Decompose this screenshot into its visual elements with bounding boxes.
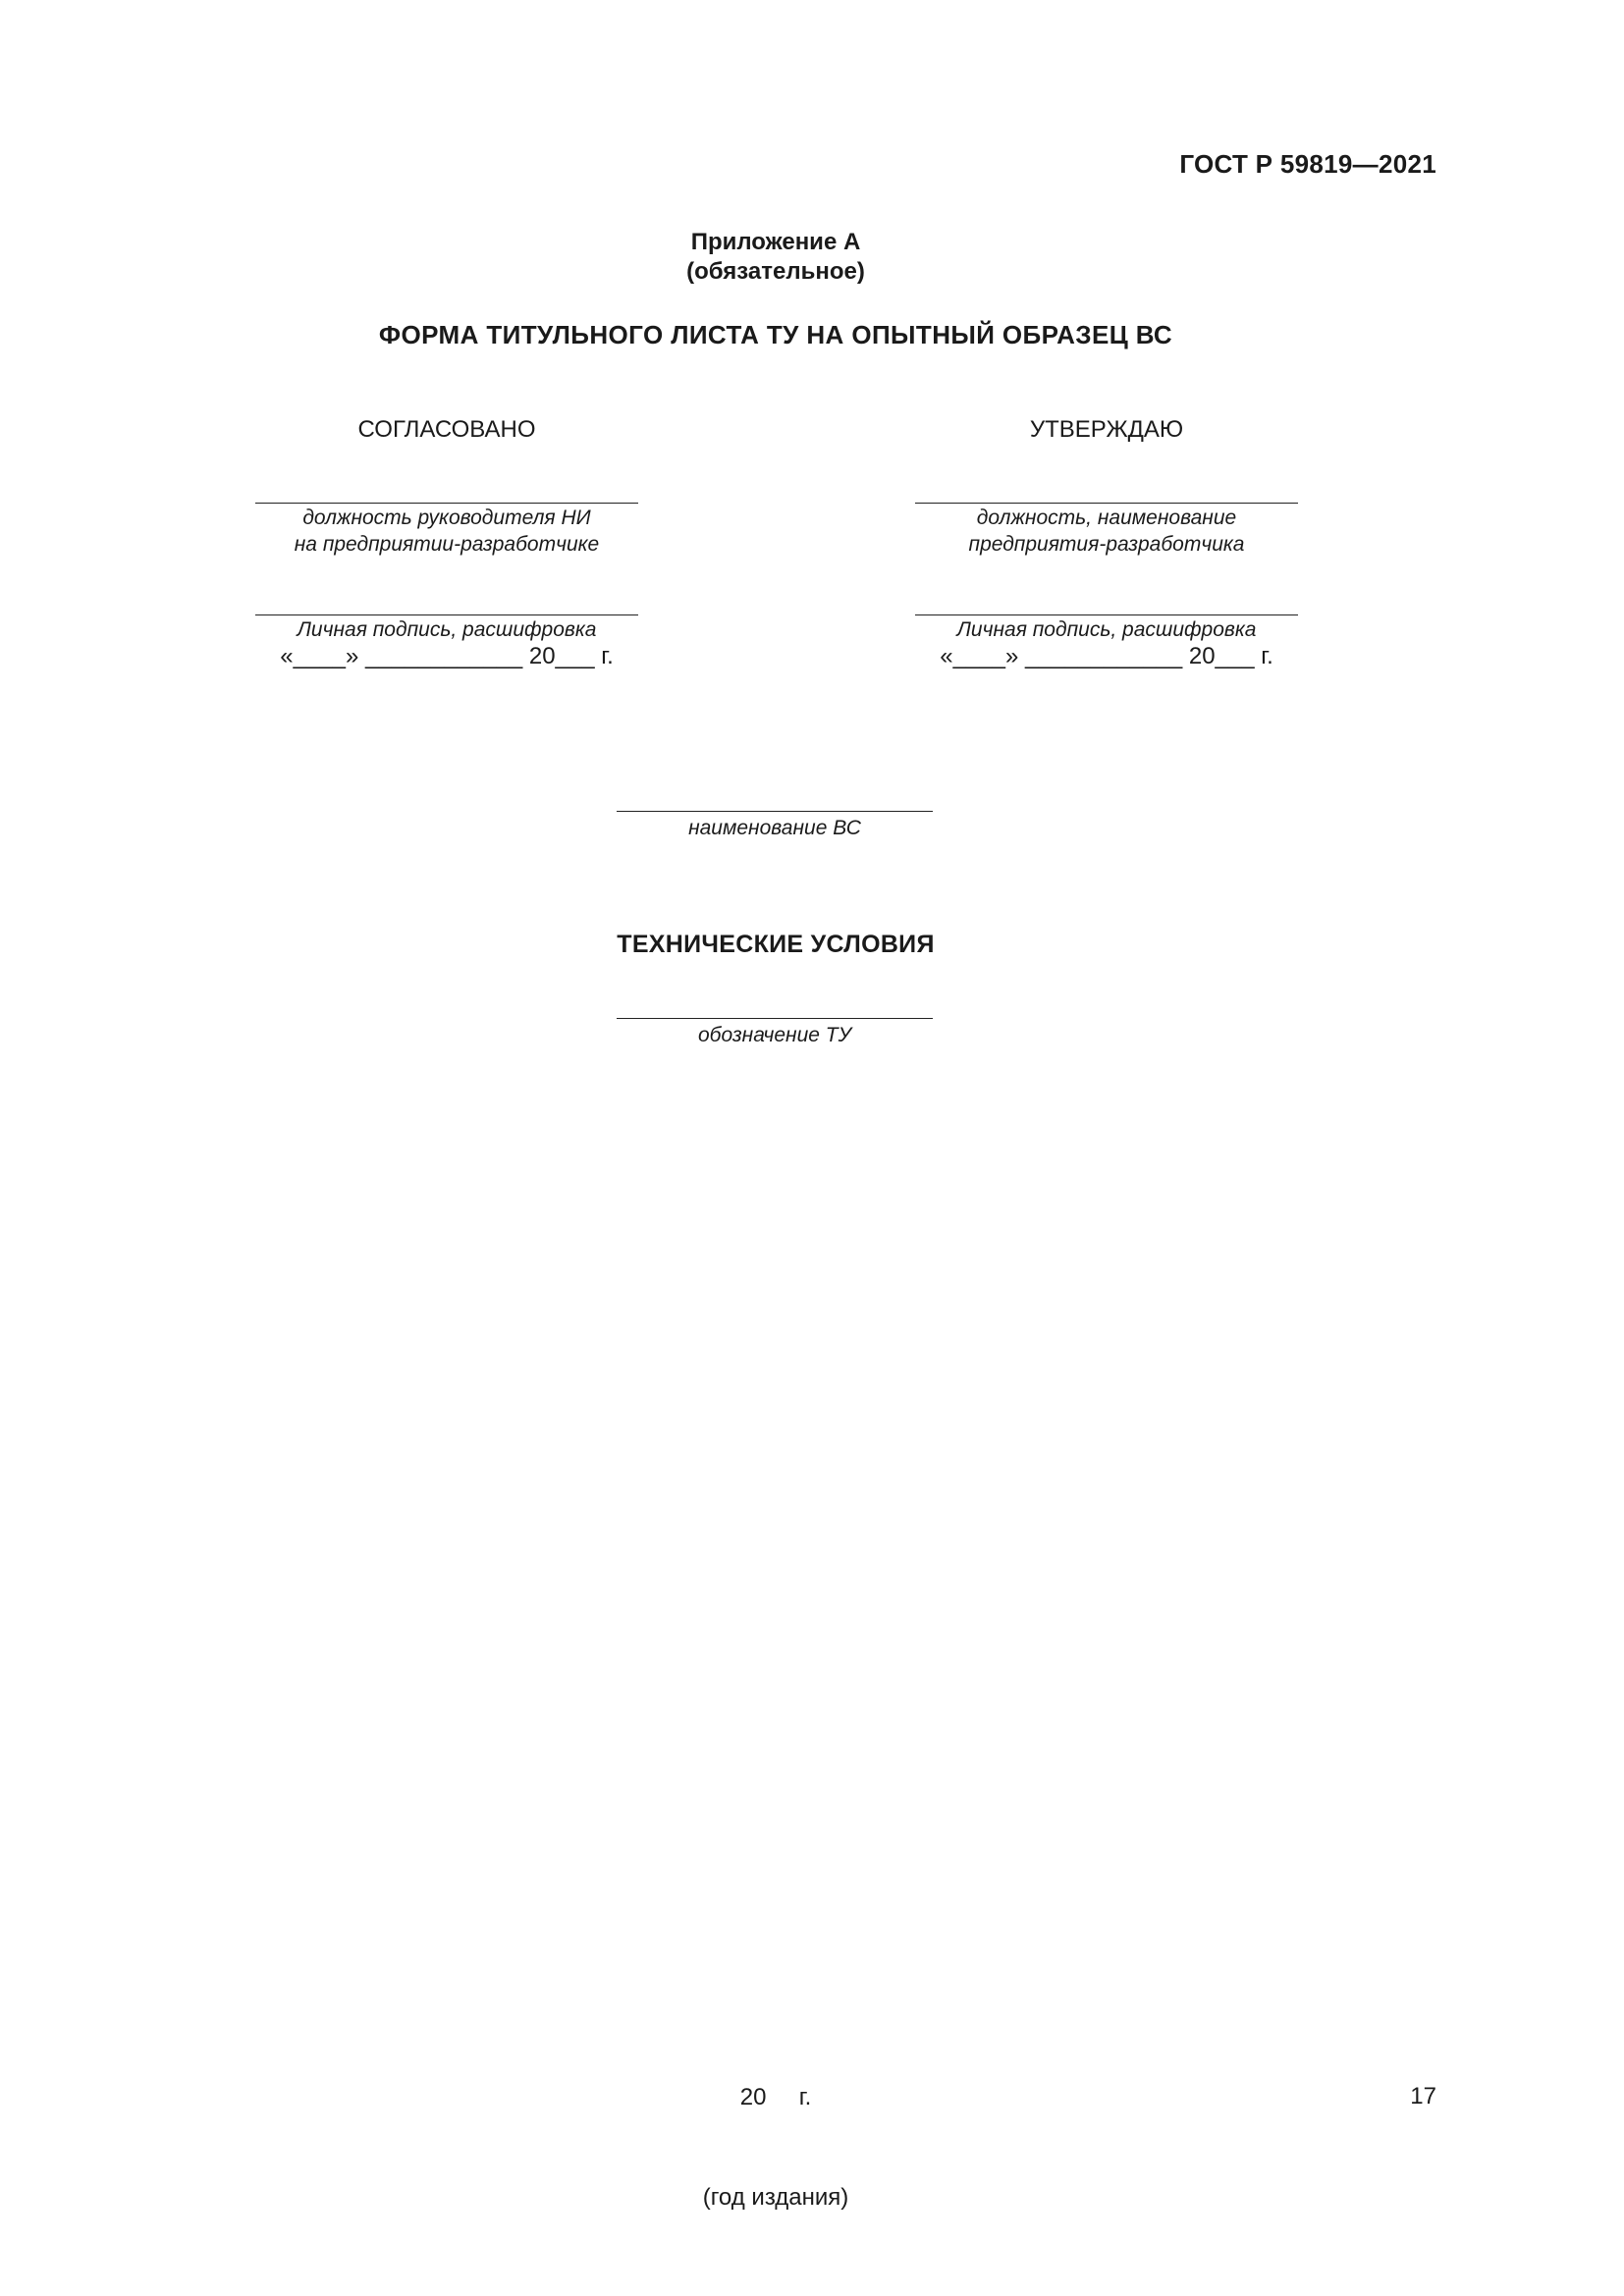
agreed-position-line	[255, 503, 638, 504]
approved-signature-line	[915, 614, 1298, 615]
publication-year-line: 20 г.	[739, 2084, 812, 2110]
document-type-title: ТЕХНИЧЕСКИЕ УСЛОВИЯ	[617, 931, 935, 958]
approved-position-line	[915, 503, 1298, 504]
standard-code: ГОСТ Р 59819—2021	[1179, 149, 1436, 179]
agreed-date-line: «____» ____________ 20___ г.	[280, 643, 614, 669]
publication-year-caption: (год издания)	[702, 2184, 849, 2211]
agreed-heading: СОГЛАСОВАНО	[357, 416, 536, 443]
aircraft-name-caption: наименование ВС	[688, 817, 861, 839]
approval-approved-block	[915, 0, 1298, 687]
approved-position-caption-line2: предприятия-разработчика	[968, 533, 1245, 556]
appendix-label: Приложение А	[690, 229, 861, 255]
designation-block	[617, 1018, 933, 1057]
agreed-position-caption-line2: на предприятии-разработчике	[294, 533, 600, 556]
appendix-title	[0, 228, 1551, 287]
approved-position-caption	[895, 505, 1318, 558]
appendix-status: (обязательное)	[686, 258, 865, 285]
agreed-position-caption	[236, 505, 658, 558]
aircraft-name-line	[617, 811, 933, 812]
aircraft-name-block	[617, 811, 933, 850]
agreed-signature-line	[255, 614, 638, 615]
publication-year-block	[0, 2014, 1551, 2248]
agreed-position-caption-line1: должность руководителя НИ	[302, 507, 591, 529]
form-title: ФОРМА ТИТУЛЬНОГО ЛИСТА ТУ НА ОПЫТНЫЙ ОБРАЗЕЦ ВС	[378, 320, 1173, 349]
agreed-signature-caption: Личная подпись, расшифровка	[297, 618, 597, 641]
designation-caption: обозначение ТУ	[697, 1024, 852, 1046]
designation-line	[617, 1018, 933, 1019]
approved-heading: УТВЕРЖДАЮ	[1029, 416, 1184, 443]
page-number: 17	[1410, 2083, 1436, 2109]
approved-signature-caption: Личная подпись, расшифровка	[956, 618, 1257, 641]
approved-date-line: «____» ____________ 20___ г.	[940, 643, 1273, 669]
approval-agreed-block	[255, 0, 638, 687]
approved-position-caption-line1: должность, наименование	[976, 507, 1237, 529]
